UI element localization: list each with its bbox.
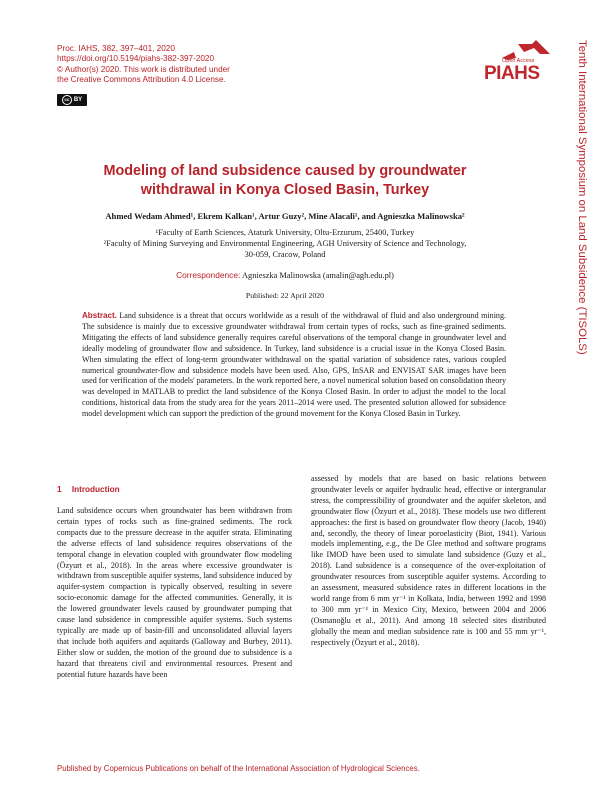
publisher-footer: Published by Copernicus Publications on behalf of the International Association of Hydrological Sciences. <box>57 764 420 773</box>
affiliation-3: 30-059, Cracow, Poland <box>244 250 326 259</box>
affiliation-1: ¹Faculty of Earth Sciences, Ataturk University, Oltu-Erzurum, 25400, Turkey <box>155 228 415 237</box>
affiliation-2: ²Faculty of Mining Surveying and Environmental Engineering, AGH University of Science and Technology, <box>103 239 467 248</box>
abstract-label: Abstract. <box>82 311 117 320</box>
doi-link[interactable]: https://doi.org/10.5194/piahs-382-397-2020 <box>57 54 215 64</box>
body-column-left: Land subsidence occurs when groundwater has been withdrawn from certain types of rocks such as fine-grained sediments. The rock compacts due to the pressure decrease in the aquifer strata. Eliminating the adverse effects of land subsidence requires observations of the temporal change in elevation coupled with groundwater flow modeling (Özyurt et al., 2018). In the areas where excessive groundwater is withdrawn from susceptible aquifer systems, land subsidence induced by aquifer-system compaction is typically observed, resulting in severe socio-economic damage for the affected communities. Generally, it is the lowered groundwater levels caused by groundwater pumping that cause land subsidence in compressible aquifer systems. Such systems typically are made up of basin-fill and unconsolidated alluvial layers that include both aquifers and aquitards (Galloway and Burbey, 2011). Either slow or sudden, the motion of the ground due to subsidence is a hazard that threatens civil and environmental resources. Present and potential future hazards have been <box>57 506 292 679</box>
symposium-side-text: Tenth International Symposium on Land Subsidence (TISOLS) <box>576 40 588 355</box>
section-title: Introduction <box>71 485 120 494</box>
journal-logo-text: PIAHS <box>484 63 540 84</box>
title-line-1: Modeling of land subsidence caused by groundwater <box>103 163 467 179</box>
citation-header <box>57 44 230 86</box>
open-access-label: Open Access <box>502 58 535 64</box>
body-column-right: assessed by models that are based on basic relations between groundwater levels or aquifer hydraulic head, effective or intergranular stress, the compressibility of groundwater and the aquifer skeleton, and groundwater flow (Özyurt et al., 2018). These models use two different approaches: the first is based on groundwater flow theory (Jacob, 1940) and, secondly, the theory of linear poroelasticity (Biot, 1941). Various models implementing, e.g., the De Glee method and software programs like IMOD have been used to simulate land subsidence (Guzy et al., 2018). Land subsidence is a consequence of the over-exploitation of groundwater resources from susceptible aquifer systems. According to an assessment, measured subsidence rates in different locations in the world range from 6 mm yr⁻¹ in Kolkata, India, between 1992 and 1998 to 300 mm yr⁻¹ in Mexico City, Mexico, between 2004 and 2006 (Osmanoğlu et al., 2011). And among 18 selected sites distributed globally the mean and median subsidence rate is 100 and 55 mm yr⁻¹, respectively (Özyurt et al., 2018). <box>311 474 546 647</box>
section-number: 1 <box>57 485 62 494</box>
paper-title <box>80 162 490 200</box>
license-line[interactable]: the Creative Commons Attribution 4.0 License. <box>57 75 226 85</box>
affiliations <box>70 227 500 260</box>
citation-line: Proc. IAHS, 382, 397–401, 2020 <box>57 44 175 53</box>
abstract-text: Land subsidence is a threat that occurs worldwide as a result of the withdrawal of fluid and also underground mining. The subsidence is mainly due to excessive groundwater withdrawal from certain types of rocks, such as fine-grained sediments. Mitigating the effects of land subsidence generally requires careful observations of the temporal change in groundwater level and ideally modeling of groundwater flow and subsidence. In Turkey, land subsidence is a crucial issue in the Konya Closed Basin. When simulating the effect of long-term groundwater withdrawal on the spatial variation of subsidence rates, various coupled numerical groundwater-flow and subsidence models have been used. Also, GPS, InSAR and ENVISAT SAR images have been used for verification of the models' parameters. In the work reported here, a novel numerical solution based on consolidation theory was developed in MATLAB to predict the land subsidence of the Konya Closed Basin. In order to adjust the model to the local conditions, historical data from the study area for the years 2011–2014 were used. The presented solution allowed for subsidence model development which can support the prediction of the ground movement for the Konya Closed Basin in Turkey. <box>82 311 506 419</box>
correspondence <box>60 270 510 280</box>
published-date: Published: 22 April 2020 <box>245 291 325 300</box>
correspondence-value[interactable]: Agnieszka Malinowska (amalin@agh.edu.pl) <box>241 271 394 280</box>
cc-license-badge[interactable] <box>57 94 87 106</box>
copyright-line: © Author(s) 2020. This work is distributed under <box>57 64 230 74</box>
cc-icon: cc <box>62 95 72 105</box>
section-heading <box>57 485 120 494</box>
correspondence-label: Correspondence: <box>176 270 241 280</box>
authors: Ahmed Wedam Ahmed¹, Ekrem Kalkan¹, Artur Guzy², Mine Alacali¹, and Agnieszka Malinowska² <box>105 211 465 221</box>
title-line-2: withdrawal in Konya Closed Basin, Turkey <box>140 182 430 198</box>
abstract <box>82 311 506 420</box>
cc-by-label: BY <box>73 97 83 103</box>
